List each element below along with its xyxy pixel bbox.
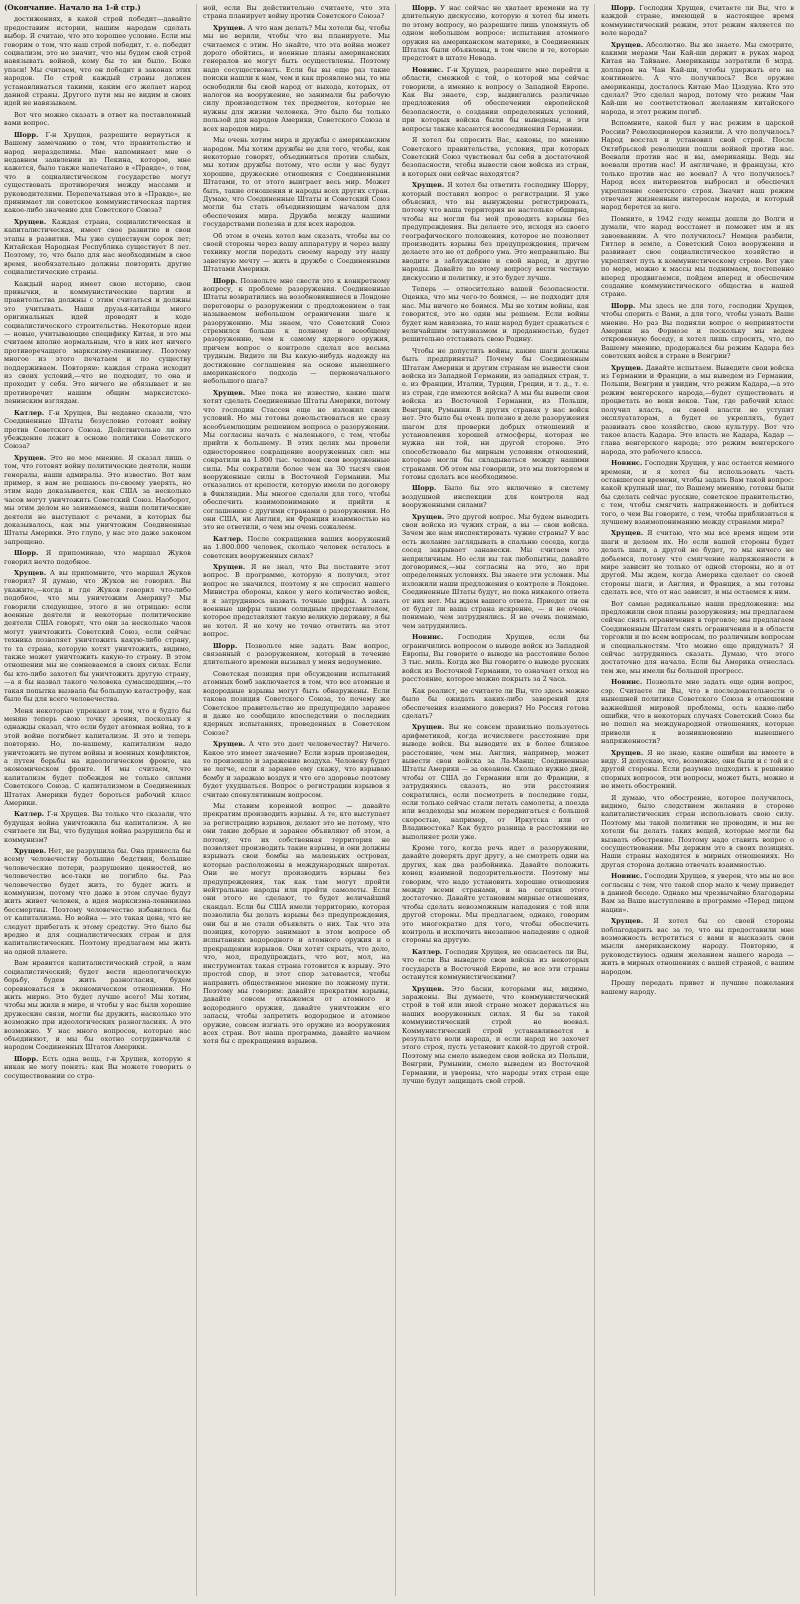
paragraph — [203, 535, 390, 560]
paragraph-text: Кроме того, когда речь идет о разоружении, давайте доверять друг другу, а не смотреть одни на других, как два разбойника. Давайте положить конец взаимной подозрительности. Поэтому мы говорим, что надо установить хорошие отношения между всеми странами, и на сегодня этого достаточно. Давайте установим мирные отношения, чтобы сделать невозможным нападения с той или другой стороны. Мы предлагаем, однако, говорим это многократно для того, чтобы обеспечить контроль и исключить внезапное нападение с одной стороны на другую. — [402, 844, 589, 945]
paragraph — [203, 670, 390, 737]
speaker-name: Хрущев. — [14, 453, 47, 462]
paragraph — [402, 633, 589, 683]
paragraph — [4, 111, 191, 128]
speaker-name: Катлер. — [213, 534, 244, 543]
speaker-name: Хрущев. — [14, 847, 47, 855]
paragraph — [601, 4, 794, 38]
speaker-name: Новинс. — [611, 678, 643, 687]
speaker-name: Хрущев. — [611, 40, 644, 49]
paragraph — [402, 4, 589, 63]
paragraph-text: (Окончание. Начало на 1-й стр.) — [4, 4, 141, 12]
paragraph-text: Я не знал, что Вы поставите этот вопрос. В программе, которую я получил, этот вопрос не значился, поэтому я не спросил нашего Министра обороны, какое у него количество войск, и я затрудняюсь назвать точные цифры. А знать военные цифры таким солидным представителем, которое представляют такую великую державу, я бы не хотел. Я не хочу не точно ответить на этот вопрос. — [203, 563, 390, 639]
paragraph-text: А что это дает человечеству? Ничего. Какое это имеет значение? Если взрыв произведен, то произошло и заражение воздуха. Человеку будет не легче, если я заранее ему скажу, что взрываю бомбу и заражаю воздух и что его здоровье поэтому будет ухудшаться. Вопрос о регистрации взрывов я считаю спекулятивным вопросом. — [203, 740, 390, 799]
paragraph-text: Мне пока не известно, какие шаги хотят сделать Соединенные Штаты Америки, потому что господин Стассен еще не изложил своих условий. Но мы готовы довольствоваться не сразу всеобъемлющим решением вопроса о разоружении. Мы согласны начать с маленького, с тем, чтобы прийти к большему. В этих целях мы провели одностороннее сокращение вооруженных сил: мы сократили на 1.800 тыс. человек свои вооруженные силы. Мы сократили более чем на 30 тысяч свои вооруженные силы в Восточной Германии. Мы отказались от крепости, которую имели по договору в Финляндии. Мы многое сделали для того, чтобы обеспечить взаимопонимание и прийти к соглашению с другими странами о разоружении. Но они США, ни Англия, ни Франция взаимностью на это не ответили, о чем мы очень сожалеем. — [203, 388, 390, 532]
paragraph — [601, 917, 794, 976]
paragraph-text: Я хотел бы ответить господину Шорру, который поставил вопрос о регистрации. Я уже объяснил, что вы вынуждены регистрировать, потому что ваша территория не настолько обширна, чтобы вы могли бы мой проводить взрывы без предупреждения. Вы делаете это, исходя из своего географического положения, которое не позволяет производить взрывы без предупреждения, причем делаете это не от доброго ума. Это неправильно. Вы вводите в заблуждение и свой народ, и другие народы. Давайте по этому вопросу вести честную дискуссию и политику, и это будет лучше. — [402, 181, 589, 282]
paragraph-text: Я считаю, что мы все время ищем эти шаги и делаем их. Но если вашей стороны будет делать шаги, а другой не будет, то мы ничего не добьемся, потому что смягчение напряженности в мире зависит не только от одной стороны, но и от другой. Мы ждем, когда Америка сделает со своей стороны шаги, и Англия, и Франция, а мы готовы сделать все, что от нас зависит, и мы остаемся к ним. — [601, 529, 794, 597]
speaker-name: Хрущев. — [611, 363, 644, 372]
paragraph-text: Мы здесь не для того, господин Хрущев, чтобы спорить с Вами, а для того, чтобы узнать Ваше мнение. Но раз Вы подняли вопрос о непринятости Америки на Формозе и поскольку мы ведем откровенную беседу, я хотел лишь спросить, что, по Вашему мнению, продержался бы режим Кадара без советских войск в стране в Венгрии? — [601, 301, 794, 361]
paragraph — [601, 459, 794, 526]
speaker-name: Новинс. — [611, 459, 643, 468]
paragraph — [4, 549, 191, 566]
paragraph — [4, 15, 191, 107]
paragraph-text: Господин Хрущев, не опасаетесь ли Вы, что если Вы выведете свои войска из некоторых государств в Восточной Европе, не все эти страны останутся коммунистическими? — [402, 947, 589, 982]
paragraph — [203, 4, 390, 21]
paragraph — [402, 985, 589, 1086]
paragraph-text: Это не мое мнение. Я сказал лишь о том, что готовят войну политические деятели, наши генералы, наши адмиралы. Это известно. Вот вам пример, я вам не решаюсь по-своему уверять, но этим надо доказывается, как США за несколько часов могут уничтожить Советский Союз. Наоборот, мы этим делом не занимаемся, наши политические деятели не выступают с речами, в которых бы доказывалось, как мы уничтожим Соединенные Штаты Америки. Это глупо, у нас это даже законом запрещено. — [4, 453, 191, 546]
paragraph — [402, 513, 589, 631]
paragraph-text: Господин Хрущев, я уверен, что мы не все согласны с тем, что такой спор мало к чему приведет в данной беседе. Однако мы чрезвычайно благодарны Вам за Ваше выступление в программе «Перед лицом нации». — [601, 872, 794, 914]
paragraph-text: Это другой вопрос. Мы будем выводить свои войска из чужих стран, а вы — свои войска. Зачем же нам инспектировать чужие страны? У вас есть желание заглядывать в спальню соседа, когда сосед закрывает занавески. Мы считаем это неприличным. Но если вы так любопытны, давайте договоримся,—мы согласны на это, но при определенных условиях. Вы знаете эти условия. Мы изложили наши предложения о контроле в Лондоне. Соединенные Штаты будут, но пока никакого ответа от них нет. Мы ждем вашего ответа. Приедет ли он от будет ли ваша страна искренне, — я не очень понимаю, чем затруднялись. Я не очень понимаю, чем затруднились. — [402, 512, 589, 630]
paragraph — [601, 794, 794, 870]
paragraph — [203, 563, 390, 639]
speaker-name: Хрущев. — [213, 740, 246, 749]
speaker-name: Катлер. — [14, 810, 45, 819]
paragraph — [402, 844, 589, 945]
speaker-name: Хрущев. — [412, 512, 445, 521]
paragraph — [402, 687, 589, 721]
paragraph — [4, 454, 191, 546]
paragraph — [4, 409, 191, 451]
paragraph — [601, 529, 794, 596]
speaker-name: Хрущев. — [14, 217, 47, 226]
paragraph — [4, 4, 191, 12]
paragraph-text: Чтобы не допустить войны, какие шаги должны быть предприняты? Почему бы Соединенным Штатам Америки и другим странам не вывести свои войска из Западной Германии, из западных стран, т. е. из Франции, Италии, Турции, Греции, и т. д., т. е. из стран, где имеются войска? А мы бы вывели свои войска из Восточной Германии, из Польши, Венгрии, Румынии. В других странах у нас войск нет. Это было бы очень полезно в деле разоружения шагом для проверки добрых отношений и установления хорошей атмосферы, которая не нужна ни той, ни другой стороне. Это способствовало бы мирным условиям отношений, которые могли бы складываться между нашими странами. Об этом мы говорили, это мы повторяем и готовы сделать все необходимое. — [402, 346, 589, 481]
text-column-3 — [402, 4, 595, 1596]
speaker-name: Новинс. — [412, 633, 444, 642]
paragraph — [601, 119, 794, 211]
paragraph-text: Г-н Хрущев. Вы только что сказали, что будущая война уничтожила бы капитализм. А не считаете ли Вы, что будущая война разрушила бы и коммунизм? — [4, 810, 191, 844]
speaker-name: Шорр. — [412, 4, 437, 12]
speaker-name: Новинс. — [412, 65, 444, 74]
speaker-name: Хрущев. — [412, 984, 445, 993]
paragraph-text: Вспомните, какой был у нас режим в царской России? Революционеров казнили. А что получилось? Народ восстал и установил свой строй. После Октябрьской революции пошли войной против нас. Воевали против нас и вы, американцы. Ведь вы воевали против нас! И англичане, и французы, кто только против нас не воевал? А что получилось? Народ всех интервентов выбросил и обеспечил укрепление советского строя. Значит наш режим отвечает жизненным интересам народа, и который народ берется за него. — [601, 119, 794, 212]
paragraph — [203, 277, 390, 386]
speaker-name: Шорр. — [213, 276, 238, 285]
paragraph-text: Абсолютно. Вы же знаете. Мы смотрите, какими мерами Чан Кай-ши держит в руках народ Китая на Тайване. Американцы затратили 6 млрд. долларов на Чан Кай-ши, чтобы удержать его на континенте. А что получилось? Все оружие американцы, досталось Китаю Мао Цзэдуна. Кто это сделал? Это сделал народ, потому что режим Чан Кай-ши не соответствовал желаниям китайского народа, и этот режим погиб. — [601, 40, 794, 116]
paragraph — [402, 136, 589, 178]
paragraph-text: Каждая страна, социалистическая и капиталистическая, имеет свое развитие и свои этапы в развитии. Мы уже существуем сорок лет; Китайская Народная Республика существует 8 лет. Поэтому, то, что было для нас необходимым в свое время, необязательно должны повторить другие социалистические страны. — [4, 217, 191, 277]
paragraph-text: Я думаю, что обострение, которое получилось, видимо, было следствием желания в стороне капиталистических стран использовать свою силу. Поэтому мы такой политики не проводим, и мы не хотели бы делать таких вещей, которые могли бы вызвать обострение. Поэтому надо ставить вопрос о сосуществовании. Мы держим это в своих позициях. Наши страны находятся в мирных отношениях. Но другая сторона должна отвечать взаимностью. — [601, 793, 794, 869]
paragraph — [203, 642, 390, 667]
speaker-name: Хрущев. — [412, 181, 445, 190]
paragraph — [4, 131, 191, 215]
paragraph — [601, 41, 794, 117]
paragraph — [601, 749, 794, 791]
speaker-name: Хрущев. — [611, 917, 644, 926]
speaker-name: Шорр. — [14, 1054, 39, 1063]
paragraph — [402, 347, 589, 482]
paragraph-text: Давайте испытаем. Выведите свои войска из Германии и Франции, а мы выведем из Германии, Польши, Венгрии и увидим, что режим Кадара,—а это режим венгерского народа,—будет существовать и процветать во веки веков. Там, где рабочий класс получил власть, он своей власти не уступит эксплуататорам, а будет ее укреплять, будет развивать свое хозяйство, свою культуру. Вот что такое власть Кадара. Это власть не Кадара, Кадар — глава венгерского народа; это режим венгерского народа, это рабочего класса. — [601, 363, 794, 456]
text-column-4 — [601, 4, 794, 1596]
paragraph — [402, 285, 589, 344]
paragraph — [601, 302, 794, 361]
speaker-name: Шорр. — [412, 484, 437, 493]
paragraph-text: Я хотел бы спросить Вас, каковы, по мнению Советского правительства, условия, при которых Советский Союз чувствовал бы себя в достаточной безопасности, чтобы вывести свои войска из стран, в которых они сейчас находятся? — [402, 136, 589, 178]
paragraph-text: Г-н Хрущев, Вы недавно сказали, что Соединенные Штаты безусловно готовят войну против Советского Союза. Действительно ли это убеждение лежит в основе политики Советского Союза? — [4, 408, 191, 451]
paragraph-text: Об этом я очень хотел вам сказать, чтобы вы со своей стороны через вашу аппаратуру и через вашу технику могли передать своему народу эту нашу заветную мечту — жить в дружбе с Соединенными Штатами Америки. — [203, 231, 390, 274]
paragraph — [601, 600, 794, 676]
paragraph — [4, 218, 191, 277]
paragraph-text: Вам нравится капиталистический строй, а нам социалистический; будет вести идеологическую борьбу, будем жить разногласия, будем соревноваться в экономическом отношении. Но жить мирно. Это будет лучше всего! Мы хотим, чтобы мы жили в мире, и чтобы у нас были хорошие дружеские связи, могли бы дружить, насколько это возможно при идеологических разногласиях. А это возможно. У нас много вопросов, которые нас объединяют, и мы бы охотно сотрудничали с народом Соединенных Штатов Америки. — [4, 959, 191, 1052]
paragraph-text: Советская позиция при обсуждении испытаний атомных бомб заключается в том, что все атомные и водородные взрывы могут быть обнаружены. Если такова позиция Советского Союза, то почему же Советское правительство не предупредило заранее и даже не сообщило впоследствии о последних ядерных испытаниях, проведенных в Советском Союзе? — [203, 669, 390, 737]
paragraph-text: Я припоминаю, что маршал Жуков говорил нечто подобное. — [4, 549, 191, 566]
paragraph-text: Нет, не разрушила бы. Она принесла бы всему человечеству большие бедствия, большие человеческие потери, разрушение ценностей, но человечество все-таки не погибло бы. Раз человечество будет жить, то будет жить и коммунизм, потому что даже в этом случае будут жить живет человек, а идея марксизма-ленинизма бессмертны. Поэтому человечество избавилось бы от капитализма. Но война — это такая цена, что не следует прибегать к этому средству. Это было бы вредно и для социалистических стран и для капиталистических. Поэтому предлагаем мы жить на одной планете. — [4, 847, 191, 956]
paragraph-text: Г-н Хрущев, разрешите мне перейти к области, смежной с той, о которой мы сейчас говорили, а именно к вопросу о Западной Европе. Как Вы знаете, сэр, выдвигались различные предложения об обеспечении европейской безопасности, о создании определенных условий, при которых войска были бы выведены, и эти вопросы также касаются воссоединения Германии. — [402, 65, 589, 133]
paragraph-text: Позвольте мне задать еще один вопрос, сэр. Считаете ли Вы, что в последовательности о нынешней политике Советского Союза в отношении важнейшей мировой проблемы, есть какие-либо ошибки, что в некоторых случаях Советский Союз бы не пошел на международной отношениях, которые привели к возникновению нынешнего напряженности? — [601, 678, 794, 746]
paragraph — [601, 215, 794, 299]
paragraph-text: А вы припомните, что маршал Жуков говорил? Я думаю, что Жуков не говорил. Вы укажите,—когда и где Жуков говорил что-либо подобное, что мы уничтожим Америку? Мы говорили следующее, этого я не отрицаю: если военные деятели и некоторые политические деятели США говорят, что они за несколько часов могут уничтожить Советский Союз, если сейчас техника позволяет уничтожить какую-либо страну, то та страна, которую хотят уничтожить, видимо, также может уничтожить какую-то страну. В этом отношении мы не сомневаемся в своих силах. Если бы кто-либо захотел бы уничтожить другую страну,—а я бы назвал такого человека сумасшедшим,—то такая попытка вызвала бы большую катастрофу, как было бы для всего человечества. — [4, 569, 191, 704]
speaker-name: Хрущев. — [611, 529, 644, 538]
speaker-name: Шорр. — [14, 549, 39, 558]
paragraph-text: Как реалист, не считаете ли Вы, что здесь можно было бы ожидать каких-либо заверений для обеспечения взаимного доверия? Но Россия готова сделать? — [402, 686, 589, 720]
paragraph — [601, 872, 794, 914]
paragraph — [601, 979, 794, 996]
paragraph-text: достижениях, в какой строй победит—давайте предоставим истории, нашим народам сделать выбор. Я считаю, что это хорошее условие. Если мы говорим о том, что наш строй победит, т. е. победит социализм, это не значит, что мы будем свой строй навязывать войной, кому бы то ни было. Боже упаси! Мы считаем, что он победит в законах этих народов. По строй каждый страны должен устанавливаться такими, каким его желает народ данной страны. Другого пути мы не видим и своих идей не навязываем. — [4, 15, 191, 108]
paragraph-text: Было бы это включено в систему воздушной инспекции для контроля над вооруженными силами? — [402, 484, 589, 510]
paragraph-text: Г-н Хрущев, разрешите вернуться к Вашему замечанию о том, что правительство и народ неразделимы. Мне напоминает мне о недавнем заявлении из Пекина, которое, мне кажется, было также напечатано в «Правде», о том, что в социалистическом государстве могут существовать противоречия между массами и руководителями. Перепечатывая это в «Правде», не принимает ли советское коммунистическая партия какое-либо значение для Советского Союза? — [4, 130, 191, 215]
paragraph — [402, 948, 589, 982]
paragraph — [4, 707, 191, 808]
paragraph-text: Прошу передать привет и лучшие пожелания вашему народу. — [601, 979, 794, 996]
paragraph — [402, 181, 589, 282]
paragraph — [402, 66, 589, 133]
paragraph-text: Вот что можно сказать в ответ на поставленный вами вопрос. — [4, 110, 191, 128]
paragraph — [203, 136, 390, 228]
paragraph-text: Я не знаю, какие ошибки вы имеете в виду. Я допускаю, что, возможно, они были и с той и с другой стороны. Если разумно подходить к решению спорных вопросов, эти вопросы, может быть, можно и не иметь обострений. — [601, 748, 794, 791]
paragraph-text: Помните, в 1942 году немцы дошли до Волги и думали, что народ восстанет и поможет им и их завоеваниям. А что получилось? Немцев разбили, Гитлер в земле, а Советский Союз вооружения и развивает свое социалистическое хозяйство и укрепляет путь к коммунистическому строю. Вот уже по мере, можно к массы мы поднимаем, постепенно вперед продвигаемся, пойдем вперед и обеспечим создание коммунистического общества в нашей стране. — [601, 214, 794, 299]
paragraph-text: Господин Хрущев, у нас остается немного времени, и я хотел бы использовать часть оставшегося времени, чтобы задать Вам такой вопрос: какой крупный шаг, по Вашему мнению, готовы были бы сделать сейчас русские, советское правительство, с тем, чтобы смягчить напряженность и добиться того, о чем Вы говорите, с тем, чтобы приблизиться к лучшему взаимопониманию между странами мира? — [601, 459, 794, 526]
paragraph-text: Меня некоторые упрекают в том, что я будто бы меняю теперь свою точку зрения, поскольку я однажды сказал, что если будет атомная война, то в этой войне погибнет капитализм. Я это и теперь повторяю. Но, по-нашему, капитализм надо уничтожить не путем войны и военных конфликтов, а путем борьбы на идеологическом фронте, на экономическом фронте. И мы считаем, что капитализм будет побежден не только силами Советского Союза. С капитализмом в Соединенных Штатах Америки будет бороться рабочий класс Америки. — [4, 706, 191, 807]
paragraph — [402, 484, 589, 509]
paragraph — [601, 364, 794, 456]
paragraph — [203, 802, 390, 1046]
paragraph-text: Каждый народ имеет свою историю, свои привычки, и коммунистические партии и правительства должны с этим считаться и должны это учитывать. Наши друзья-китайцы много оригинальных идей проводят в ходе социалистического строительства. Некоторые идеи — новые, учитывающие специфику Китая, и это мы считаем вполне нормальным, что в них нет ничего противоречащего марксизму-ленинизму. Поэтому многое из этого печатаем и по существу поддерживаем. Повторяю: каждая страна исходит из своих условий,—что не подходит, то она и проходит у себя. Это ничего не обязывает и не противоречит нашим общим марксистско-ленинским взглядам. — [4, 279, 191, 406]
paragraph-text: Это басни, которыми вы, видимо, заражены. Вы думаете, что коммунистический строй в той или иной стране может держаться на наших вооруженных силах. Я бы за такой коммунистический строй не воевал. Коммунистический строй устанавливается в результате воли народа, и если народ не захочет этого строя, пусть установит какой-то другой строй. Поэтому мы смело выведем свои войска из Польши, Венгрии, Румынии, смело выведем из Восточной Германии, и уверены, что народы этих стран еще лучше будут защищать свой строй. — [402, 984, 589, 1085]
paragraph-text: Вот самые радикальные наши предложения: мы предложили свои планы разоружения; мы предлагаем сейчас снять ограничения в торговле; мы предлагаем Соединенным Штатам снять ограничения и в области торговли и по всем вопросам, по различным вопросам и специальностям. Что можно еще придумать? Я сейчас затрудняюсь сказать. Думаю, что этого достаточно для начала. Если бы Америка отнеслась тем же, мы имели бы большой прогресс. — [601, 599, 794, 675]
paragraph-text: Мы ставим коренной вопрос — давайте прекратим производить взрывы. А те, кто выступает за регистрацию взрывов, делают это не потому, что они такие добрые и заранее объявляют об этом, а потому, что их собственная территория не позволяет производить такие взрывы, и они должны взрывать свои бомбы на маленьких островах, которые расположены в международных широтах. Они не могут производить взрывы без предупреждения, так как там могут пройти нейтральные народы или пройти самолеты. Если они этого не сделают, то будет величайший скандал. Если бы США имели территорию, которая позволила бы делать взрывы без предупреждения, они бы и не стали объявлять о них. Так что эта позиция, которую занимают в этом вопросе об испытаниях водородного и атомного оружия и о прекращении взрывов. Они хотят скрыть, что дело, что, мол, предупреждать, что вот, мол, на инструментах такая страна готовится к взрыву. Это простой спор, и этот спор затевается, чтобы направить общественное мнение по ложному пути. Поэтому мы говорим: давайте прекратим взрывы, давайте совсем откажемся от атомного и водородного оружия, давайте уничтожим его запасы, чтобы запретить водородное и атомное оружие, совсем изгнать это оружие из вооружения всех стран. Вот наша программа, давайте начнем хотя бы с прекращения взрывов. — [203, 801, 390, 1046]
speaker-name: Хрущев. — [611, 748, 644, 757]
paragraph — [4, 569, 191, 704]
paragraph-text: У нас сейчас не хватает времени на ту длительную дискуссию, которую я хотел бы иметь по этому вопросу, но разрешите лишь упомянуть об одном небольшом вопросе: испытания атомного оружия на американском материке, в Соединенных Штатах были объявлены, в том числе и те, которые предстоят в штате Невада. — [402, 4, 589, 63]
paragraph — [4, 280, 191, 406]
paragraph-text: Вы не совсем правильно пользуетесь арифметикой, когда исчисляете расстояние при выводе войск. Вы выводите их в более близкое расстояние, чем мы. Англия, например, может вывести свои войска за Ла-Манш; Соединенные Штаты Америки — за океаном. Сколько нужно дней, чтобы от США до Германии или до Франции, я затрудняюсь сказать, но эти расстояния сократились, если посмотреть в последние годы, если только сейчас стали летать самолеты, а поезда или вездеходы мы можем передвигаться с большой скоростью, например, от Иркутска или от Владивостока? Как будто разница в расстоянии не выполняет роли уже. — [402, 723, 589, 841]
speaker-name: Хрущев. — [412, 723, 445, 732]
speaker-name: Шорр. — [611, 301, 636, 310]
paragraph-text: После сокращения ваших вооружений на 1.800.000 человек, сколько человек осталось в советских вооруженных силах? — [203, 534, 390, 560]
speaker-name: Шорр. — [213, 641, 238, 650]
paragraph-text: ной, если Вы действительно считаете, что эта страна планирует войну против Советского Союза? — [203, 4, 390, 21]
paragraph — [4, 847, 191, 956]
paragraph — [203, 389, 390, 532]
paragraph — [203, 740, 390, 799]
paragraph-text: Я хотел бы со своей стороны поблагодарить вас за то, что вы предоставили мне возможность встретиться с вами и высказать свои мысли американскому народу. Повторяю, я руководствуюсь одним желанием нашего народа — жить в мирных отношениях с вашей страной, с вашим народом. — [601, 917, 794, 976]
speaker-name: Хрущев. — [213, 23, 246, 32]
paragraph-text: А что нам делать? Мы хотели бы, чтобы мы не верили, чтобы что вы планируете. Мы считаемся с этим. Но знайте, что эта война может дорого обойтись, и военные планы американских генералов не могут быть осуществлены. Поэтому надо сосуществовать. Если бы вы еще раз такие поиски нашли к нам, чем и как проявлено мы, то мы освободили бы свой народ от выхода, которых, от налогов на вооружение, не занимали бы рабочую силу производством тех предметов, которые не нужны для жизни человека. Это было бы только пользой для народов Америки, Советского Союза и всех народов мира. — [203, 23, 390, 133]
paragraph — [203, 24, 390, 133]
paragraph-text: Мы очень хотим мира и дружбы с американским народом. Мы хотим дружбы не для того, чтобы, как некоторые говорят, объединиться против слабых, мы хотим дружбы потому, что если у нас будут хорошие, дружеские отношения с Соединенными Штатами, то от этого выиграет весь мир. Может быть, такие отношения и народы всех других стран. Думаю, что Соединенные Штаты и Советский Союз могли бы стать объединяющим началом для обеспечения мира. Дружба между нашими государствами полезна и для всех народов. — [203, 136, 390, 229]
speaker-name: Катлер. — [412, 947, 443, 956]
paragraph-text: Господин Хрущев, если бы ограничились вопросом о выводе войск из Западной Европы, Вы говорите о выводе на расстояние более 3 тыс. миль. Когда же Вы говорите о выводе русских войск из Восточной Германии, то означает отход на расстояние, которое можно покрыть за 2 часа. — [402, 633, 589, 684]
speaker-name: Катлер. — [14, 408, 45, 417]
paragraph-text: Теперь — относительно вашей безопасности. Оценка, что мы чего-то боимся, — не подходит для нас. Мы ничего не боимся. Мы не хотим войны, как говорится, это не один мы решаем. Если войны будет нам навязана, то наш народ будет сражаться с величайшим энтузиазмом и преданностью, будет решительно отстаивать свою Родину. — [402, 285, 589, 344]
paragraph-text: Позвольте мне свести это к конкретному вопросу, к проблеме разоружения. Соединенные Штаты возвратились на возобновившиеся в Лондоне переговоры о разоружении с предложением о так называемом небольшом ограничении шаге к разоружению. Мы знаем, что Советский Союз стремился больше к полному и всеобщему разоружению, чем к самому ядерного оружия, причем вопрос о контроле сделал все весьма трудным. Видите ли Вы какую-нибудь надежду на достижение соглашения на основе нынешнего американского подхода — первоначального небольшого шага? — [203, 276, 390, 386]
paragraph — [402, 723, 589, 841]
paragraph — [203, 232, 390, 274]
text-column-2 — [203, 4, 396, 1596]
speaker-name: Шорр. — [14, 130, 39, 139]
speaker-name: Шорр. — [611, 4, 636, 12]
paragraph — [4, 810, 191, 844]
newspaper-page — [4, 4, 796, 1596]
speaker-name: Хрущев. — [213, 388, 246, 397]
paragraph — [601, 678, 794, 745]
speaker-name: Новинс. — [611, 872, 643, 881]
paragraph — [4, 1055, 191, 1080]
speaker-name: Хрущев. — [14, 569, 47, 577]
text-column-1 — [4, 4, 197, 1596]
paragraph — [4, 959, 191, 1051]
paragraph-text: Господин Хрущев, считаете ли Вы, что в каждой стране, имеющей в настоящее время коммунистический режим, этот режим является по воле народа? — [601, 4, 794, 38]
speaker-name: Хрущев. — [213, 563, 246, 571]
paragraph-text: Есть одна вещь, г-н Хрущев, которую я никак не могу понять: как Вы можете говорить о сосуществовании со стра- — [4, 1054, 191, 1080]
paragraph-text: Позвольте мне задать Вам вопрос, связанный с разоружением, который в течение длительного времени вызывал у меня недоумение. — [203, 641, 390, 667]
